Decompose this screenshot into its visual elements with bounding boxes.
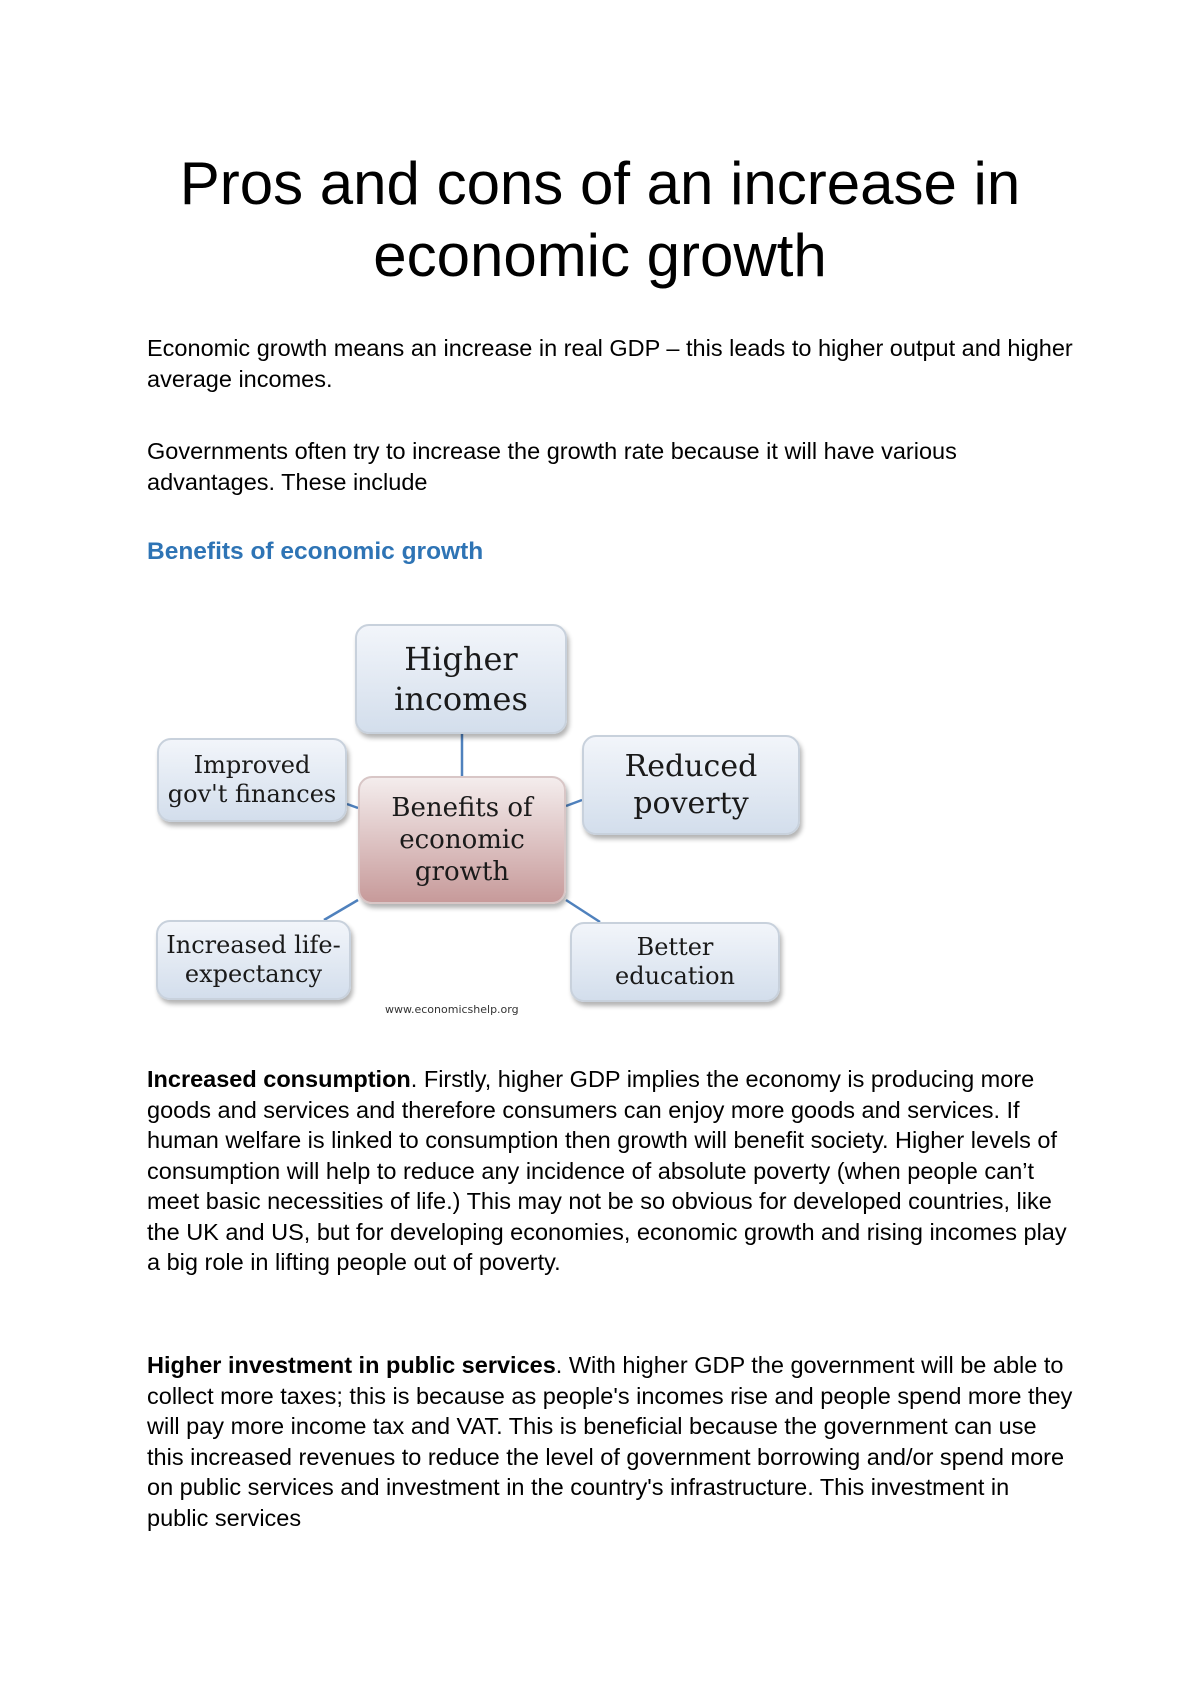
node-increased-life-expectancy [156,920,351,1000]
section-body: . Firstly, higher GDP implies the economy is producing more goods and services and therefore consumers can enjoy more goods and services. If human welfare is linked to consumption then growth will benefit society. Higher levels of consumption will help to reduce any incidence of absolute poverty (when people can’t meet basic necessities of life.) This may not be so obvious for developed countries, like the UK and US, but for developing economies, economic growth and rising incomes play a big role in lifting people out of poverty. [147,1066,1067,1275]
node-higher-incomes-label: Higher incomes [394,640,528,718]
node-improved-govt-finances [157,738,347,822]
page-title: Pros and cons of an increase in economic growth [179,150,1021,289]
section-lead: Increased consumption [147,1066,411,1092]
node-reduced-poverty-label: Reduced poverty [624,749,758,821]
governments-paragraph: Governments often try to increase the growth rate because it will have various advantages. These include [147,438,957,495]
node-benefits-center-label: Benefits of economic growth [391,793,533,887]
diagram-credit: www.economicshelp.org [385,1003,519,1016]
benefits-heading: Benefits of economic growth [147,538,484,565]
intro-paragraph: Economic growth means an increase in real GDP – this leads to higher output and higher average incomes. [147,335,1073,392]
node-better-education [570,922,780,1002]
connector-bottom-right [566,900,600,922]
benefits-diagram [150,620,810,1020]
section-higher-investment [147,1350,1077,1533]
node-increased-life-expectancy-label: Increased life- expectancy [166,931,341,988]
node-benefits-center [358,776,566,904]
connector-right [566,800,582,806]
section-increased-consumption [147,1064,1077,1278]
section-body: . With higher GDP the government will be able to collect more taxes; this is because as people's incomes rise and people spend more they will pay more income tax and VAT. This is beneficial because the government can use this increased revenues to reduce the level of government borrowing and/or spend more on public services and investment in the country's infrastructure. This investment in public services [147,1352,1073,1531]
node-higher-incomes [355,624,567,734]
section-lead: Higher investment in public services [147,1352,556,1378]
node-better-education-label: Better education [615,933,735,990]
connector-left [347,804,358,808]
node-improved-govt-finances-label: Improved gov't finances [167,751,337,808]
node-reduced-poverty [582,735,800,835]
connector-bottom-left [324,900,358,920]
